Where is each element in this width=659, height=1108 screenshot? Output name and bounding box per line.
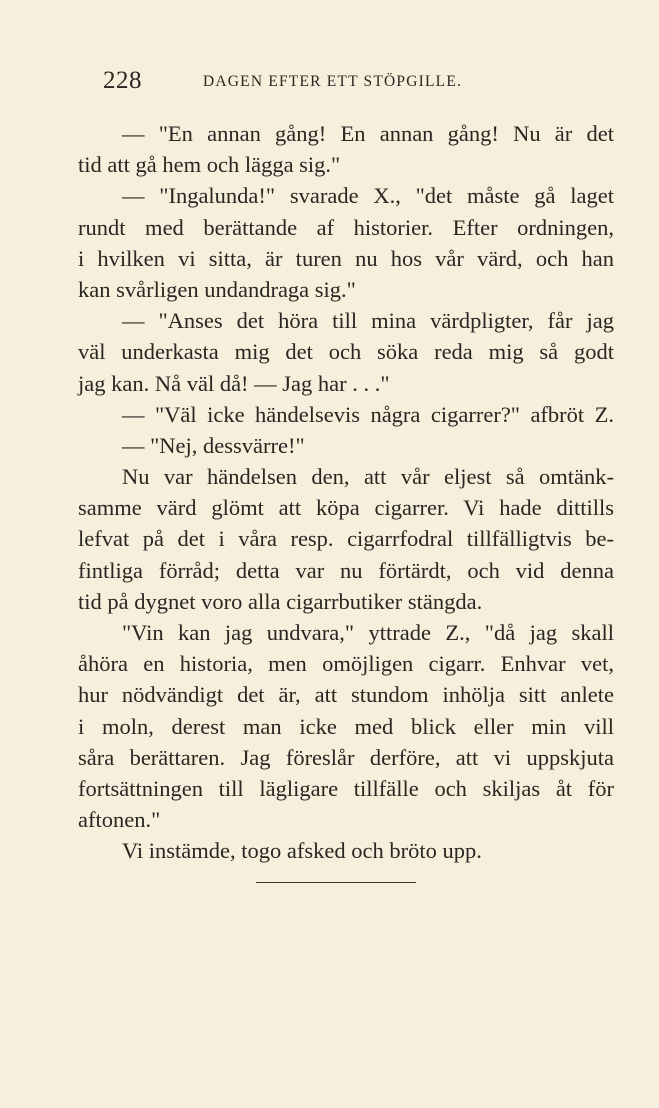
text-line: — "Anses det höra till mina värdpligter, får jag: [122, 308, 614, 334]
text-line: samme värd glömt att köpa cigarrer. Vi hade dittills: [78, 495, 614, 521]
text-line: — "Väl icke händelsevis några cigarrer?" afbröt Z.: [122, 401, 614, 427]
text-line: hur nödvändigt det är, att stundom inhölja sitt anlete: [78, 682, 614, 708]
text-line: lefvat på det i våra resp. cigarrfodral tillfälligtvis be-: [78, 526, 614, 552]
text-line: rundt med berättande af historier. Efter ordningen,: [78, 214, 614, 240]
text-line: tid att gå hem och lägga sig.": [78, 152, 341, 178]
text-line: tid på dygnet voro alla cigarrbutiker stängda.: [78, 588, 483, 614]
text-line: aftonen.": [78, 807, 161, 833]
text-line: Nu var händelsen den, att vår eljest så omtänk-: [122, 464, 614, 490]
text-line: "Vin kan jag undvara," yttrade Z., "då jag skall: [122, 620, 614, 645]
text-line: kan svårligen undandraga sig.": [78, 276, 356, 302]
text-line: väl underkasta mig det och söka reda mig så godt: [78, 339, 614, 365]
text-line: i moln, derest man icke med blick eller min vill: [78, 713, 614, 739]
body-text: [78, 118, 614, 867]
page-number: 228: [103, 67, 142, 94]
page-header: [0, 66, 659, 96]
text-line: fintliga förråd; detta var nu förtärdt, och vid denna: [78, 557, 614, 583]
text-line: — "Nej, dessvärre!": [122, 432, 305, 458]
text-line: åhöra en historia, men omöjligen cigarr. Enhvar vet,: [78, 651, 614, 677]
text-line: såra berättaren. Jag föreslår derföre, att vi uppskjuta: [78, 744, 614, 770]
running-head: DAGEN EFTER ETT STÖPGILLE.: [203, 73, 463, 90]
text-line: jag kan. Nå väl då! — Jag har . . .": [78, 370, 390, 396]
text-line: — "En annan gång! En annan gång! Nu är det: [122, 121, 614, 146]
text-line: i hvilken vi sitta, är turen nu hos vår värd, och han: [78, 245, 614, 271]
text-line: Vi instämde, togo afsked och bröto upp.: [122, 838, 482, 864]
end-rule: [256, 882, 416, 883]
text-line: fortsättningen till lägligare tillfälle och skiljas åt för: [78, 775, 614, 801]
text-line: — "Ingalunda!" svarade X., "det måste gå laget: [122, 183, 614, 209]
